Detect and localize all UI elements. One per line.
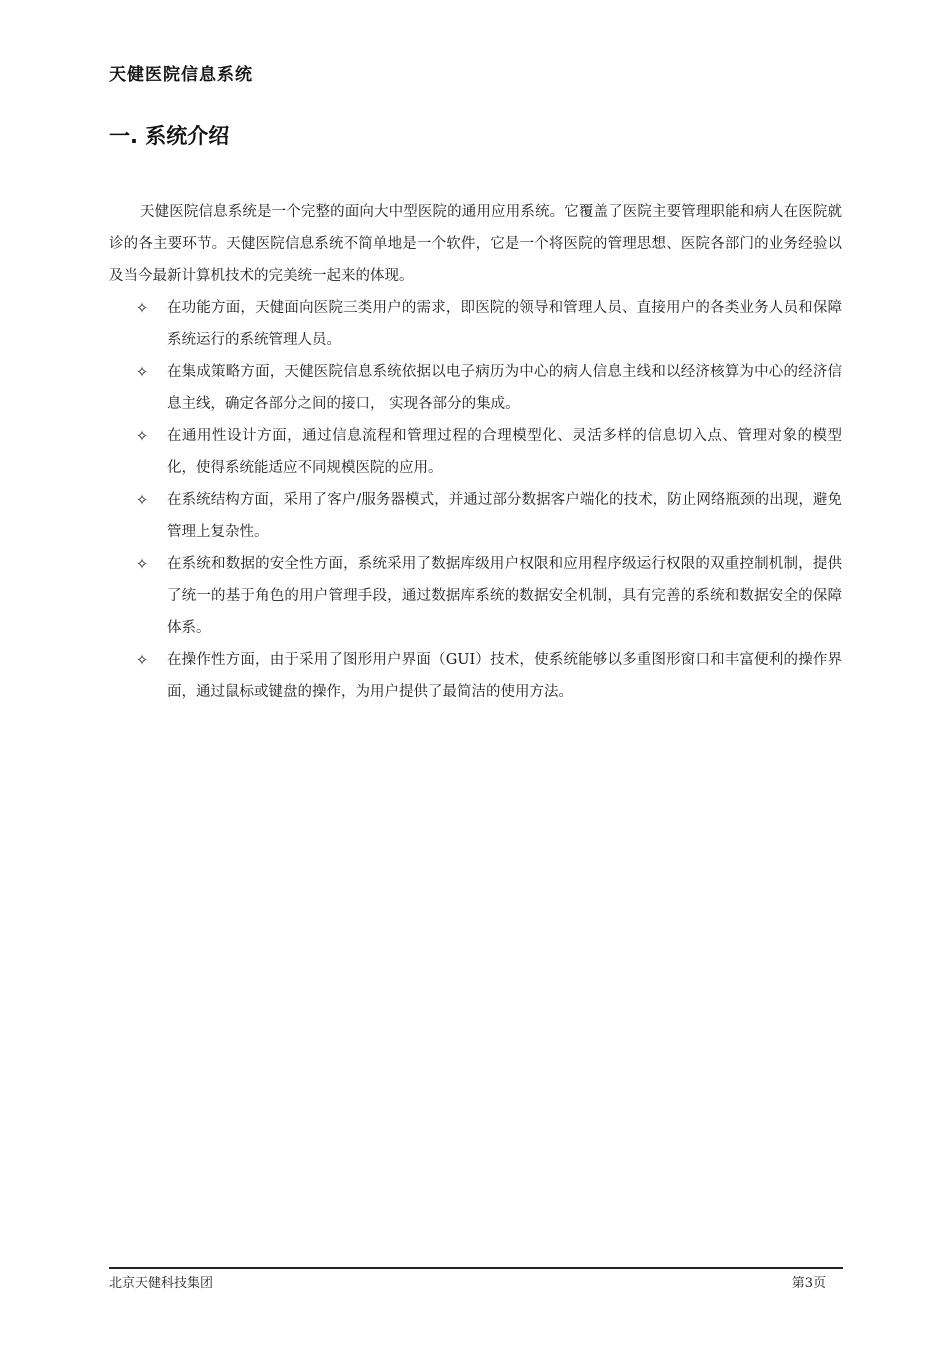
diamond-star-icon: ✧ [135,491,149,509]
list-item [109,484,842,548]
list-item [109,644,842,708]
diamond-star-icon: ✧ [135,363,149,381]
footer-divider [109,1267,843,1269]
footer-company: 北京天健科技集团 [109,1276,214,1291]
page-header-title: 天健医院信息系统 [109,65,253,85]
diamond-star-icon: ✧ [135,427,149,445]
footer-page-number: 第3页 [791,1276,826,1291]
list-item-text: 在功能方面，天健面向医院三类用户的需求，即医院的领导和管理人员、直接用户的各类业务人员和保障系统运行的系统管理人员。 [167,300,842,348]
list-item-text: 在集成策略方面，天健医院信息系统依据以电子病历为中心的病人信息主线和以经济核算为中心的经济信息主线，确定各部分之间的接口， 实现各部分的集成。 [167,364,842,412]
document-body [109,196,842,708]
feature-list [109,292,842,708]
diamond-star-icon: ✧ [135,651,149,669]
diamond-star-icon: ✧ [135,555,149,573]
diamond-star-icon: ✧ [135,299,149,317]
list-item-text: 在系统和数据的安全性方面，系统采用了数据库级用户权限和应用程序级运行权限的双重控制机制，提供了统一的基于角色的用户管理手段，通过数据库系统的数据安全机制，具有完善的系统和数据安全的保障体系。 [167,556,842,636]
list-item [109,548,842,644]
list-item-text: 在通用性设计方面，通过信息流程和管理过程的合理模型化、灵活多样的信息切入点、管理对象的模型化，使得系统能适应不同规模医院的应用。 [167,428,842,476]
list-item [109,356,842,420]
intro-paragraph: 天健医院信息系统是一个完整的面向大中型医院的通用应用系统。它覆盖了医院主要管理职能和病人在医院就诊的各主要环节。天健医院信息系统不简单地是一个软件，它是一个将医院的管理思想、医院各部门的业务经验以及当今最新计算机技术的完美统一起来的体现。 [109,204,842,284]
list-item [109,292,842,356]
section-heading: 一. 系统介绍 [109,124,230,148]
list-item-text: 在操作性方面，由于采用了图形用户界面（GUI）技术，使系统能够以多重图形窗口和丰富便利的操作界面，通过鼠标或键盘的操作，为用户提供了最简洁的使用方法。 [167,652,842,700]
list-item [109,420,842,484]
list-item-text: 在系统结构方面，采用了客户/服务器模式，并通过部分数据客户端化的技术，防止网络瓶颈的出现，避免管理上复杂性。 [167,492,842,540]
